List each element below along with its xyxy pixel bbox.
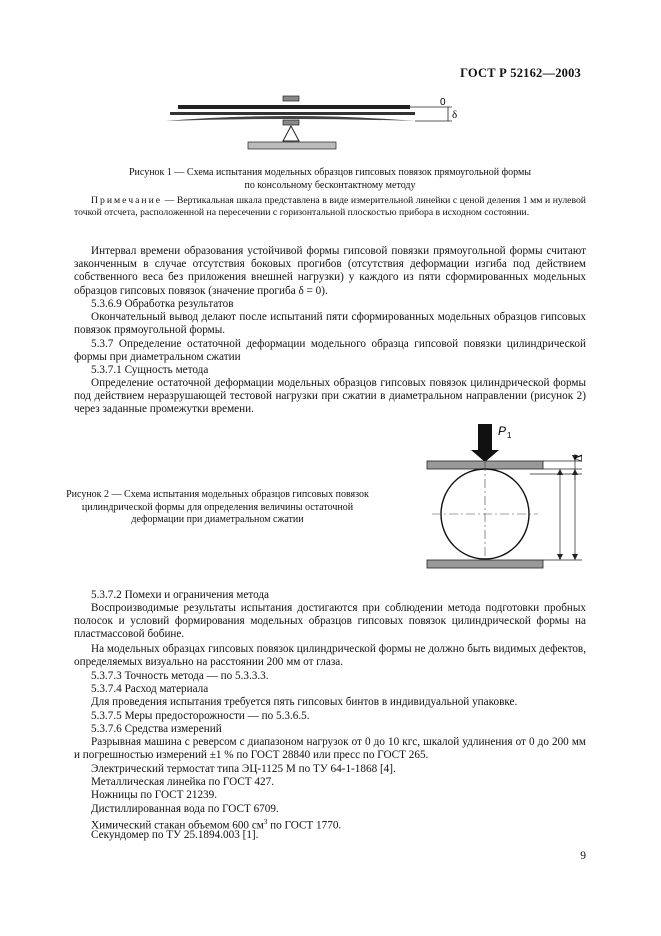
defects-paragraph: На модельных образцах гипсовых повязок цилиндрической формы не должно быть видимых дефектов, определяемых визуально на расстоянии 200 мм от глаза. [74, 643, 586, 669]
essence-paragraph: Определение остаточной деформации модельных образцов гипсовых повязок цилиндрической формы под действием неразрушающей тестовой нагрузки при сжатии в диаметральном направлении (рисунок 2) через заданные промежутки времени. [74, 377, 586, 416]
heading-5-3-7-5: 5.3.7.5 Меры предосторожности — по 5.3.6.5. [91, 710, 310, 722]
fig1-upper-strip [178, 105, 410, 109]
fig1-zero-label: 0 [440, 97, 446, 108]
material-paragraph: Для проведения испытания требуется пять гипсовых бинтов в индивидуальной упаковке. [91, 696, 518, 708]
fig1-clamp [283, 120, 299, 125]
beaker-item: Химический стакан объемом 600 $см^3$ по ГОСТ 1770. [91, 818, 342, 832]
figure-2-caption: Рисунок 2 — Схема испытания модельных образцов гипсовых повязок цилиндрической формы для определения величины остаточной деформации при диаметральном сжатии [66, 489, 369, 525]
ruler-item: Металлическая линейка по ГОСТ 427. [91, 776, 275, 788]
scissors-item: Ножницы по ГОСТ 21239. [91, 789, 218, 801]
heading-5-3-7-2: 5.3.7.2 Помехи и ограничения метода [91, 589, 270, 601]
fig1-delta-label: δ [452, 109, 458, 121]
fig1-support [283, 126, 299, 141]
page-number: 9 [580, 850, 586, 862]
note-block [74, 195, 586, 219]
fig2-p-label: P [498, 424, 507, 438]
stopwatch-item: Секундомер по ТУ 25.1894.003 [1]. [91, 829, 259, 841]
water-item: Дистиллированная вода по ГОСТ 6709. [91, 803, 279, 815]
fig1-middle-strip [170, 112, 415, 115]
final-paragraph: Окончательный вывод делают после испытаний пяти сформированных модельных образцов гипсовых повязок прямоугольной формы. [74, 311, 586, 337]
note-text: — Вертикальная шкала представлена в виде измерительной линейки с ценой деления 1 мм и нулевой точкой отсчета, расположенной на пересечении с горизонтальной плоскостью прибора в исходном состоянии. [74, 195, 586, 218]
heading-5-3-7-6: 5.3.7.6 Средства измерений [91, 723, 222, 735]
thermostat-item: Электрический термостат типа ЭЦ-1125 М по ТУ 64-1-1868 [4]. [91, 763, 396, 775]
heading-5-3-7-1: 5.3.7.1 Сущность метода [91, 364, 209, 376]
figure-1-diagram [160, 90, 480, 160]
heading-5-3-7-3: 5.3.7.3 Точность метода — по 5.3.3.3. [91, 670, 269, 682]
reproducible-paragraph: Воспроизводимые результаты испытания достигаются при соблюдении метода подготовки пробных полосок и условий формирования модельных образцов гипсовых повязок цилиндрической формы на пластмассовой бобине. [74, 602, 586, 641]
figure-2-diagram [410, 418, 590, 578]
machine-paragraph: Разрывная машина с реверсом с диапазоном нагрузок от 0 до 10 кгс, шкалой удлинения от 0 до 200 мм и погрешностью измерений ±1 % по ГОСТ 28840 или пресс по ГОСТ 265. [74, 736, 586, 762]
heading-5-3-6-9: 5.3.6.9 Обработка результатов [91, 298, 234, 310]
fig2-delta-label: Δ [571, 454, 585, 462]
heading-5-3-7: 5.3.7 Определение остаточной деформации модельного образца гипсовой повязки цилиндрической формы при диаметральном сжатии [74, 338, 586, 364]
standard-header: ГОСТ Р 52162—2003 [460, 66, 581, 80]
fig1-top-weight [283, 96, 299, 101]
figure-1-caption: Рисунок 1 — Схема испытания модельных образцов гипсовых повязок прямоугольной формы по консольному бесконтактному методу [128, 167, 532, 191]
heading-5-3-7-4: 5.3.7.4 Расход материала [91, 683, 209, 695]
fig2-p-sub: 1 [507, 431, 512, 440]
fig2-load-arrow [471, 424, 499, 462]
note-label: Примечание [91, 195, 163, 206]
interval-paragraph: Интервал времени образования устойчивой формы гипсовой повязки прямоугольной формы считают законченным в случае отсутствия боковых прогибов (отсутствия деформации изгиба под действием собственного веса без приложения внешней нагрузки) у каждого из пяти сформированных модельных образцов гипсовых повязок (значение прогиба δ = 0). [74, 245, 586, 297]
fig1-base [248, 142, 336, 149]
fig2-bottom-plate [427, 560, 543, 568]
